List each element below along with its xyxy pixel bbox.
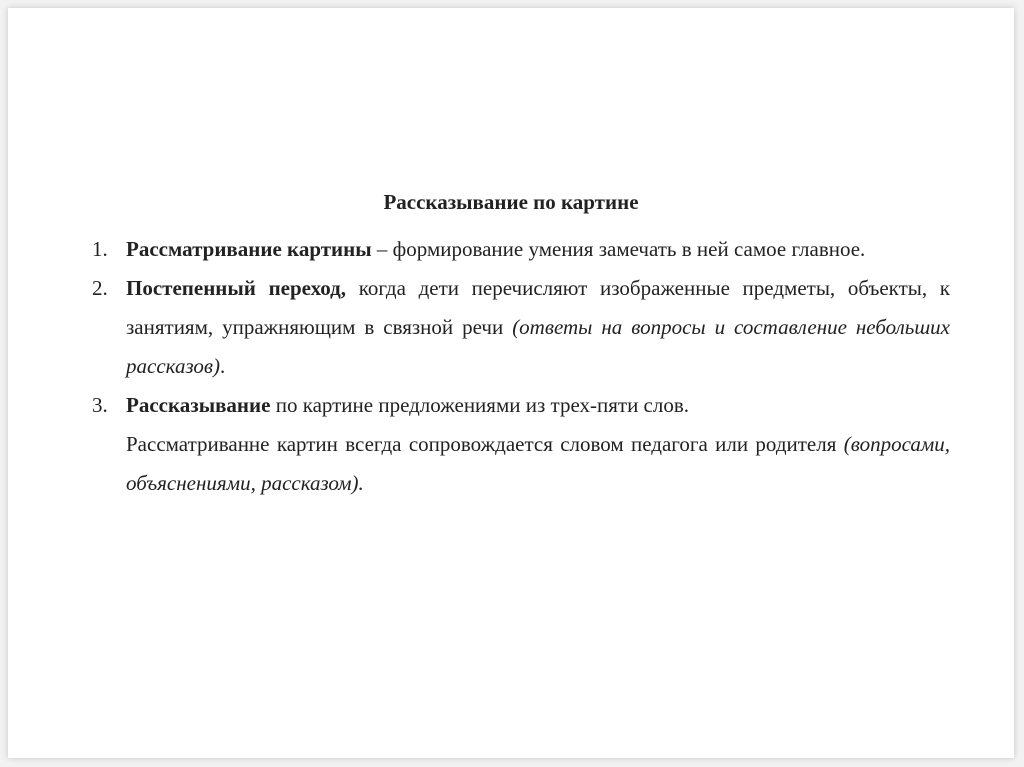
item-note-italic: (вопросами, объяснениями, рассказом). — [126, 432, 950, 495]
list-number: 1. — [92, 237, 108, 261]
item-italic-text: (ответы на вопросы и составление небольших рассказов) — [126, 315, 950, 378]
item-tail: . — [219, 354, 226, 378]
list-item — [92, 269, 950, 386]
list-number: 2. — [92, 276, 108, 300]
item-bold-term: Рассказывание — [126, 393, 271, 417]
item-note — [126, 425, 950, 503]
item-text: – формирование умения замечать в ней самое главное. — [371, 237, 866, 261]
slide-title: Рассказывание по картине — [383, 190, 639, 214]
numbered-list — [92, 230, 950, 503]
item-note-text: Рассматриванне картин всегда сопровождается словом педагога или родителя — [126, 432, 844, 456]
slide — [8, 8, 1014, 758]
item-bold-term: Постепенный переход, — [126, 276, 347, 300]
item-bold-term: Рассматривание картины — [126, 237, 372, 261]
list-number: 3. — [92, 393, 108, 417]
list-item — [92, 386, 950, 503]
item-text: по картине предложениями из трех-пяти слов. — [270, 393, 690, 417]
item-text: когда дети перечисляют изображенные предметы, объекты, к занятиям, упражняющим в связной речи — [126, 276, 950, 339]
list-item — [92, 230, 950, 269]
